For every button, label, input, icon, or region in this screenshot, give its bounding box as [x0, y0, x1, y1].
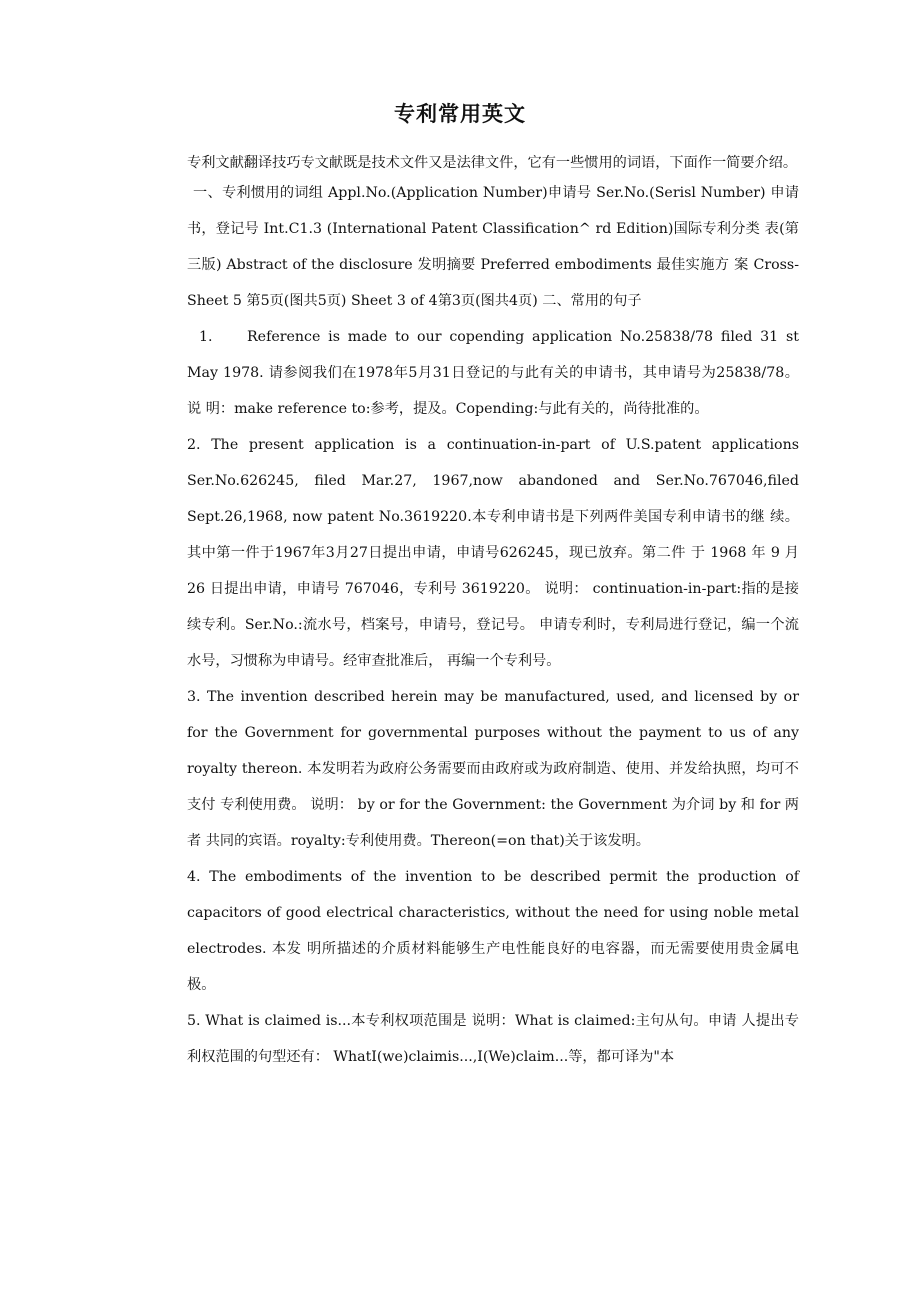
- sentence-item-2: 2. The present application is a continuation-in-part of U.S.patent applications Ser.No.626245, filed Mar.27, 1967,now abandoned and Ser.No.767046,filed Sept.26,1968, now patent No.3619220.本专利申请书是下列两件美国专利申请书的继 续。其中第一件于1967年3月27日提出申请，申请号626245，现已放弃。第二件 于 1968 年 9 月 26 日提出申请，申请号 767046，专利号 3619220。 说明： continuation-in-part:指的是接续专利。Ser.No.:流水号，档案号，申请号，登记号。 申请专利时，专利局进行登记，编一个流水号，习惯称为申请号。经审查批准后， 再编一个专利号。: [187, 437, 799, 669]
- sentence-item-3: 3. The invention described herein may be manufactured, used, and licensed by or for the Government for governmental purposes without the payment to us of any royalty thereon. 本发明若为政府公务需要而由政府或为政府制造、使用、并发给执照，均可不支付 专利使用费。 说明： by or for the Government: the Government 为介词 by 和 for 两者 共同的宾语。royalty:专利使用费。Thereon(=on that)关于该发明。: [187, 689, 799, 849]
- item-1-number: 1.: [199, 329, 213, 345]
- item-1-text: Reference is made to our copending application No.25838/78 filed 31 st May 1978. 请参阅我们在1978年5月31日登记的与此有关的申请书，其申请号为25838/78。 说 明：make reference to:参考，提及。Copending:与此有关的，尚待批准的。: [187, 329, 799, 417]
- sentence-item-5: 5. What is claimed is...本专利权项范围是 说明：What is claimed:主句从句。申请 人提出专利权范围的句型还有： WhatI(we)claimis...,I(We)claim...等，都可译为"本: [187, 1013, 799, 1065]
- intro-paragraph: 专利文献翻译技巧专文献既是技术文件又是法律文件，它有一些惯用的词语，下面作一简要介绍。: [187, 155, 798, 171]
- document-body: [187, 152, 799, 1075]
- page-title: 专利常用英文: [394, 101, 526, 126]
- section-phrases-paragraph: 一、专利惯用的词组 Appl.No.(Application Number)申请号 Ser.No.(Serisl Number) 申请书，登记号 Int.C1.3 (International Patent Classification^ rd Edition)国际专利分类 表(第三版) Abstract of the disclosure 发明摘要 Preferred embodiments 最佳实施方 案 Cross-Sheet 5 第5页(图共5页) Sheet 3 of 4第3页(图共4页) 二、常用的句子: [187, 185, 799, 309]
- sentence-item-1: [187, 319, 799, 427]
- sentence-item-4: 4. The embodiments of the invention to be described permit the production of capacitors of good electrical characteristics, without the need for using noble metal electrodes. 本发 明所描述的介质材料能够生产电性能良好的电容器，而无需要使用贵金属电极。: [187, 869, 799, 993]
